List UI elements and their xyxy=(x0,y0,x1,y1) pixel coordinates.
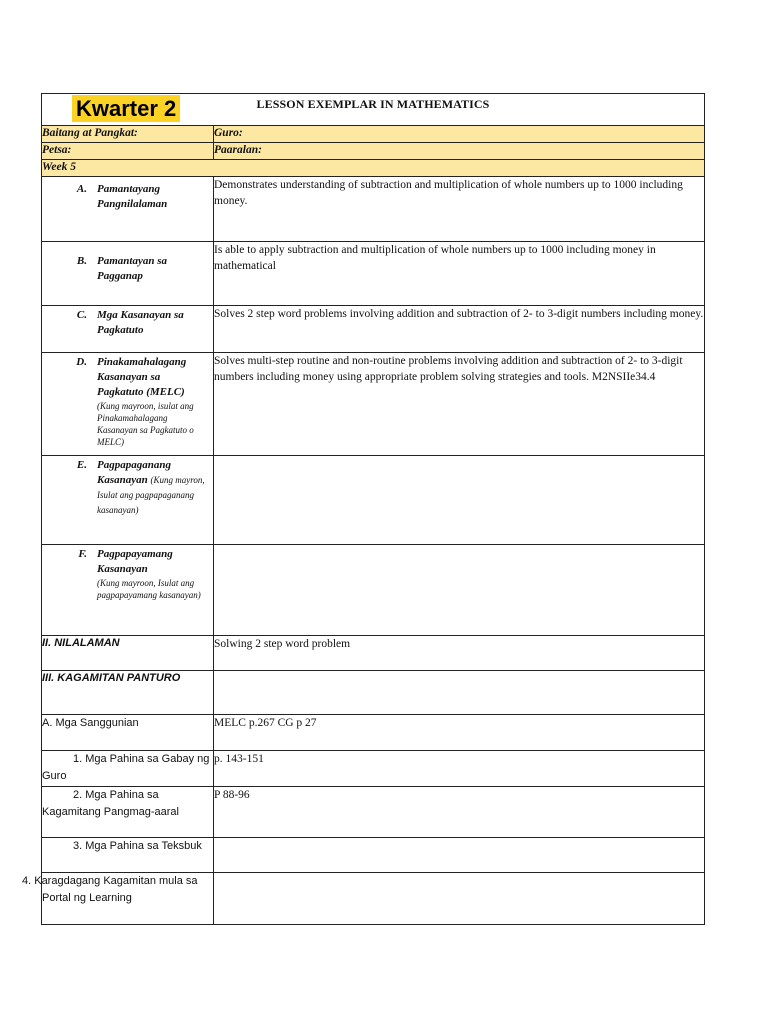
objective-value: Solves 2 step word problems involving addition and subtraction of 2- to 3-digit numbers including money. xyxy=(214,306,705,353)
objective-letter: F. xyxy=(78,548,87,560)
reference-item-row xyxy=(42,787,705,838)
objective-label-cell xyxy=(42,456,214,545)
reference-item-value: P 88-96 xyxy=(214,787,705,838)
reference-item-value: p. 143-151 xyxy=(214,751,705,787)
reference-item-value xyxy=(214,838,705,873)
objective-row-e xyxy=(42,456,705,545)
objective-label: Pamantayang Pangnilalaman xyxy=(97,183,168,210)
objective-value: Demonstrates understanding of subtraction and multiplication of whole numbers up to 1000 including money. xyxy=(214,177,705,242)
quarter-label: Kwarter 2 xyxy=(72,95,180,122)
content-label: II. NILALAMAN xyxy=(42,636,214,671)
objective-value: Solves multi-step routine and non-routine problems involving addition and subtraction of 2- to 3-digit numbers including money using appropriate problem solving strategies and tools. M2NSIIe34.4 xyxy=(214,353,705,456)
materials-value xyxy=(214,671,705,715)
reference-item-label: 1. Mga Pahina sa Gabay ng Guro xyxy=(42,751,214,787)
materials-label: III. KAGAMITAN PANTURO xyxy=(42,671,214,715)
objective-label: Pagpapayamang Kasanayan xyxy=(97,548,173,575)
objective-value xyxy=(214,545,705,636)
objective-row-b xyxy=(42,242,705,306)
objective-letter: B. xyxy=(76,255,87,267)
objective-label-cell xyxy=(42,242,214,306)
objective-row-c xyxy=(42,306,705,353)
objective-note: (Kung mayroon, isulat ang Pinakamahalagang Kasanayan sa Pagkatuto o MELC) xyxy=(97,401,194,447)
objective-note: (Kung mayron, Isulat ang pagpapaganang kasanayan) xyxy=(97,475,205,515)
content-row xyxy=(42,636,705,671)
objective-label-cell xyxy=(42,353,214,456)
objective-label-cell xyxy=(42,177,214,242)
reference-item-label: 3. Mga Pahina sa Teksbuk xyxy=(42,838,214,873)
objective-value: Is able to apply subtraction and multiplication of whole numbers up to 1000 including money in mathematical xyxy=(214,242,705,306)
objective-label: Pinakamahalagang Kasanayan sa Pagkatuto (MELC) xyxy=(97,356,187,398)
objective-label: Pamantayan sa Pagganap xyxy=(97,255,167,282)
reference-item-label: 2. Mga Pahina sa Kagamitang Pangmag-aaral xyxy=(42,787,214,838)
meta-row-week xyxy=(42,160,705,177)
objective-label: Pagpapaganang Kasanayan xyxy=(97,459,171,486)
grade-section-label: Baitang at Pangkat: xyxy=(42,126,214,143)
objective-letter: D. xyxy=(76,356,87,368)
materials-row xyxy=(42,671,705,715)
objective-row-f xyxy=(42,545,705,636)
reference-item-row xyxy=(42,751,705,787)
content-value: Solwing 2 step word problem xyxy=(214,636,705,671)
objective-row-d xyxy=(42,353,705,456)
objective-letter: C. xyxy=(76,309,87,321)
objective-row-a xyxy=(42,177,705,242)
references-label: A. Mga Sanggunian xyxy=(42,715,214,751)
meta-row-grade xyxy=(42,126,705,143)
objective-letter: A. xyxy=(76,183,87,195)
document-title: LESSON EXEMPLAR IN MATHEMATICS xyxy=(256,97,490,111)
header-row xyxy=(42,94,705,126)
objective-note: (Kung mayroon, Isulat ang pagpapayamang kasanayan) xyxy=(97,578,201,600)
references-row xyxy=(42,715,705,751)
teacher-label: Guro: xyxy=(214,126,705,143)
objective-value xyxy=(214,456,705,545)
objective-label-cell xyxy=(42,306,214,353)
reference-item-label: 4. Karagdagang Kagamitan mula sa Portal ng Learning xyxy=(42,873,214,925)
references-value: MELC p.267 CG p 27 xyxy=(214,715,705,751)
school-label: Paaralan: xyxy=(214,143,705,160)
date-label: Petsa: xyxy=(42,143,214,160)
week-label: Week 5 xyxy=(42,160,705,177)
objective-label-cell xyxy=(42,545,214,636)
reference-item-row xyxy=(42,873,705,925)
reference-item-value xyxy=(214,873,705,925)
lesson-exemplar-table xyxy=(22,93,705,925)
objective-label: Mga Kasanayan sa Pagkatuto xyxy=(97,309,184,336)
meta-row-date xyxy=(42,143,705,160)
title-cell xyxy=(42,94,705,126)
reference-item-row xyxy=(42,838,705,873)
objective-letter: E. xyxy=(76,459,87,471)
